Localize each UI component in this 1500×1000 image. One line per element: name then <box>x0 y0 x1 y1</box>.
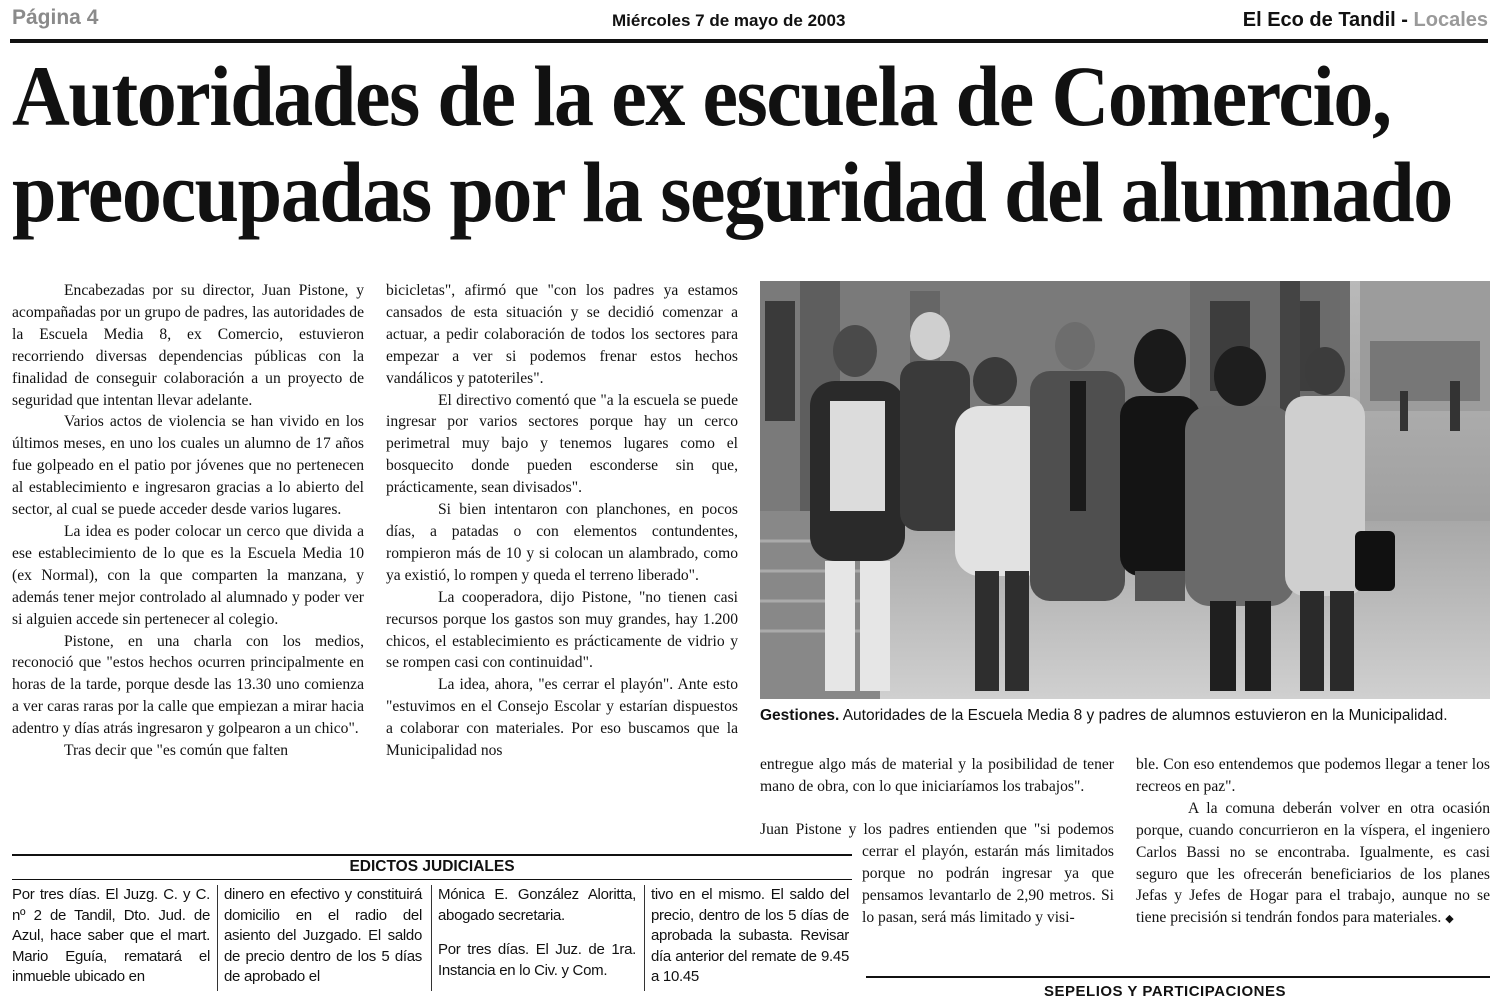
paragraph: La cooperadora, dijo Pistone, "no tienen casi recursos porque los gastos son muy grandes, hay 1.200 chicos, el establecimiento es prácticamente de vidrio y se rompen casi con continuidad". <box>386 588 738 672</box>
paragraph: Tras decir que "es común que falten <box>64 742 289 760</box>
edicto-column-2 <box>224 885 422 991</box>
paragraph: Encabezadas por su director, Juan Pistone, y acompañadas por un grupo de padres, las autoridades de la Escuela Media 8, ex Comercio, estuvieron recorriendo diversas dependencias públicas con la finalidad de conseguir colaboración a un proyecto de seguridad que intentan llevar adelante. <box>12 282 364 409</box>
photo-illustration <box>760 281 1490 699</box>
paragraph: Juan Pistone y los padres entienden que "si podemos cerrar el playón, estarán más limitados porque no podrán ingresar ya que pensamos levantarlo de 2,90 metros. Si lo pasan, será más limitado y visi- <box>760 821 1114 926</box>
paragraph: bicicletas", afirmó que "con los padres ya estamos cansados de esta situación y se decidió comenzar a actuar, a pedir colaboración de todos los sectores para empezar a ver si podemos frenar estos hechos vandálicos y patoteriles". <box>386 282 738 387</box>
masthead-separator: - <box>1395 9 1414 31</box>
edicto-column-4 <box>651 885 849 991</box>
paragraph: Pistone, en una charla con los medios, reconoció que "estos hechos ocurren principalmente en horas de la tarde, porque desde las 13.30 uno comienza a ver caras raras por la calle que empiezan a mirar hacia adentro y días atrás ingresaron y golpearon a un chico". <box>12 632 364 738</box>
edicto-text: Mónica E. González Aloritta, abogado secretaria. <box>438 886 636 924</box>
headline-line-1: Autoridades de la ex escuela de Comercio, <box>12 48 1391 144</box>
end-mark-icon: ◆ <box>1445 912 1454 926</box>
paragraph <box>1136 798 1490 930</box>
sepelios-title: SEPELIOS Y PARTICIPACIONES <box>1044 983 1286 1000</box>
column-divider <box>217 885 218 991</box>
article-column-1 <box>12 280 364 842</box>
article-column-4 <box>1136 754 1490 952</box>
section-name: Locales <box>1413 9 1488 31</box>
edictos-top-rule <box>12 854 852 856</box>
edictos-title-rule <box>12 879 852 880</box>
paragraph: El directivo comentó que "a la escuela se puede ingresar por varios sectores porque hay un cerco perimetral muy bajo y tenemos lugares como el bosquecito donde pueden esconderse sin que, prácticamente, sean divisados". <box>386 391 738 497</box>
edicto-text: Por tres días. El Juzg. C. y C. nº 2 de Tandil, Dto. Jud. de Azul, hace saber que el mart. Mario Eguía, rematará el inmueble ubicado en <box>12 886 210 986</box>
column-divider <box>644 885 645 991</box>
edicto-text: Por tres días. El Juz. de 1ra. Instancia en lo Civ. y Com. <box>438 941 636 979</box>
edicto-column-3 <box>438 885 636 991</box>
caption-text: Autoridades de la Escuela Media 8 y padres de alumnos estuvieron en la Municipalidad. <box>839 707 1448 724</box>
article-column-3-continued <box>760 819 1114 951</box>
edicto-text: dinero en efectivo y constituirá domicilio en el radio del asiento del Juzgado. El saldo de precio dentro de los 5 días de aprobado el <box>224 886 422 986</box>
edicto-column-1 <box>12 885 210 991</box>
paragraph: ble. Con eso entendemos que podemos llegar a tener los recreos en paz". <box>1136 756 1490 795</box>
sepelios-rule <box>866 976 1490 978</box>
edicto-text: tivo en el mismo. El saldo del precio, dentro de los 5 días de aprobada la subasta. Revisar día anterior del remate de 9.45 a 10.45 <box>651 886 849 986</box>
header-rule <box>10 39 1488 43</box>
caption-label: Gestiones. <box>760 707 840 724</box>
column-divider <box>431 885 432 991</box>
paragraph-text: A la comuna deberán volver en otra ocasión porque, cuando concurrieron en la víspera, el ingeniero Carlos Bassi no se encontraba. Igualmente, es casi seguro que les ofrecerán beneficiarios de los planes Jefas y Jefes de Hogar para el trabajo, aunque no se tiene precisión si tendrán fondos para materiales. <box>1136 799 1490 927</box>
page-number: Página 4 <box>12 6 99 29</box>
masthead <box>1243 9 1488 32</box>
issue-date: Miércoles 7 de mayo de 2003 <box>612 11 846 30</box>
paragraph: Si bien intentaron con planchones, en pocos días, a patadas o con elementos contundentes, rompieron más de 10 y si colocan un alambrado, como ya existió, lo rompen y queda el terreno liberado". <box>386 501 738 584</box>
paragraph: La idea es poder colocar un cerco que divida a ese establecimiento de lo que es la Escuela Media 10 (ex Normal), con la que comparten la manzana, y además tener mejor controlado al alumnado y poder ver si alguien accede sin pertenecer al colegio. <box>12 522 364 628</box>
paper-name: El Eco de Tandil <box>1242 9 1396 31</box>
article-photo <box>760 281 1490 699</box>
photo-caption <box>760 706 1492 725</box>
article-headline <box>12 48 1452 240</box>
headline-line-2: preocupadas por la seguridad del alumnado <box>12 144 1452 240</box>
paragraph: entregue algo más de material y la posibilidad de tener mano de obra, con lo que iniciaríamos los trabajos". <box>760 756 1114 795</box>
article-column-2 <box>386 280 738 842</box>
paragraph: La idea, ahora, "es cerrar el playón". Ante esto "estuvimos en el Consejo Escolar y estarían dispuestos a colaborar con materiales. Por eso buscamos que la Municipalidad nos <box>386 676 738 760</box>
paragraph: Varios actos de violencia se han vivido en los últimos meses, en uno los cuales un alumno de 17 años fue golpeado en el patio por jóvenes que no pertenecen al establecimiento e ingresaron gracias a lo abierto del sector, al cual se puede acceder desde varios lugares. <box>12 413 364 519</box>
edictos-title: EDICTOS JUDICIALES <box>349 858 515 875</box>
